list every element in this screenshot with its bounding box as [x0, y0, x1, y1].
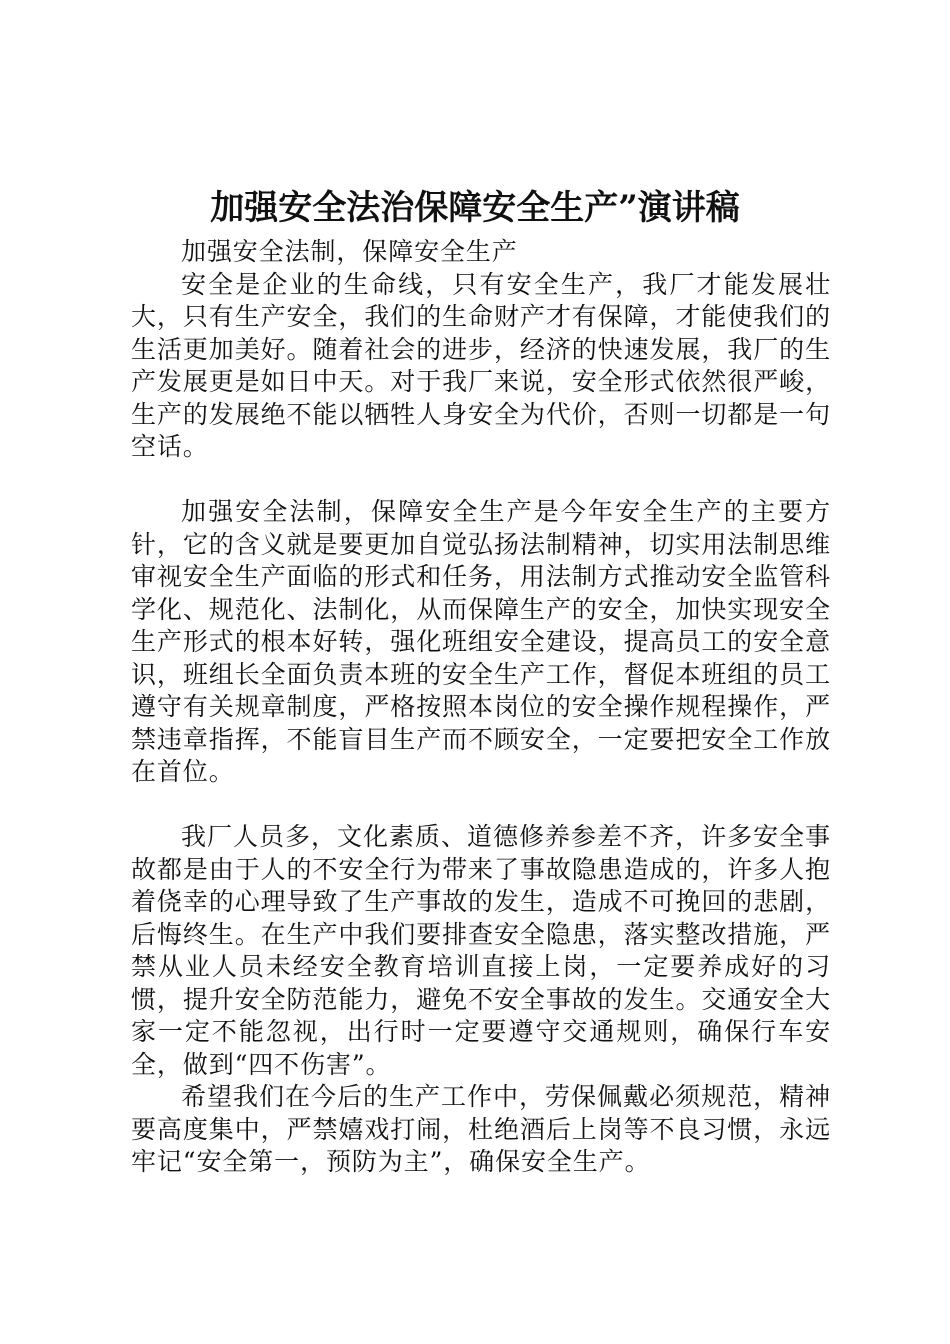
document-title: 加强安全法治保障安全生产”演讲稿 — [210, 188, 740, 228]
document-body — [131, 236, 831, 1179]
subtitle-paragraph: 加强安全法制，保障安全生产 — [181, 237, 518, 266]
body-paragraph: 希望我们在今后的生产工作中，劳保佩戴必须规范，精神要高度集中，严禁嬉戏打闹，杜绝酒后上岗等不良习惯，永远牢记“安全第一，预防为主”，确保安全生产。 — [131, 1082, 831, 1176]
body-paragraph: 加强安全法制，保障安全生产是今年安全生产的主要方针，它的含义就是要更加自觉弘扬法制精神，切实用法制思维审视安全生产面临的形式和任务，用法制方式推动安全监管科学化、规范化、法制化，从而保障生产的安全，加快实现安全生产形式的根本好转，强化班组安全建设，提高员工的安全意识，班组长全面负责本班的安全生产工作，督促本班组的员工遵守有关规章制度，严格按照本岗位的安全操作规程操作，严禁违章指挥，不能盲目生产而不顾安全，一定要把安全工作放在首位。 — [131, 497, 831, 786]
body-paragraph: 安全是企业的生命线，只有安全生产，我厂才能发展壮大，只有生产安全，我们的生命财产才有保障，才能使我们的生活更加美好。随着社会的进步，经济的快速发展，我厂的生产发展更是如日中天。对于我厂来说，安全形式依然很严峻，生产的发展绝不能以牺牲人身安全为代价，否则一切都是一句空话。 — [131, 269, 831, 461]
body-paragraph: 我厂人员多，文化素质、道德修养参差不齐，许多安全事故都是由于人的不安全行为带来了事故隐患造成的，许多人抱着侥幸的心理导致了生产事故的发生，造成不可挽回的悲剧，后悔终生。在生产中我们要排查安全隐患，落实整改措施，严禁从业人员未经安全教育培训直接上岗，一定要养成好的习惯，提升安全防范能力，避免不安全事故的发生。交通安全大家一定不能忽视，出行时一定要遵守交通规则，确保行车安全，做到“四不伤害”。 — [131, 822, 831, 1079]
